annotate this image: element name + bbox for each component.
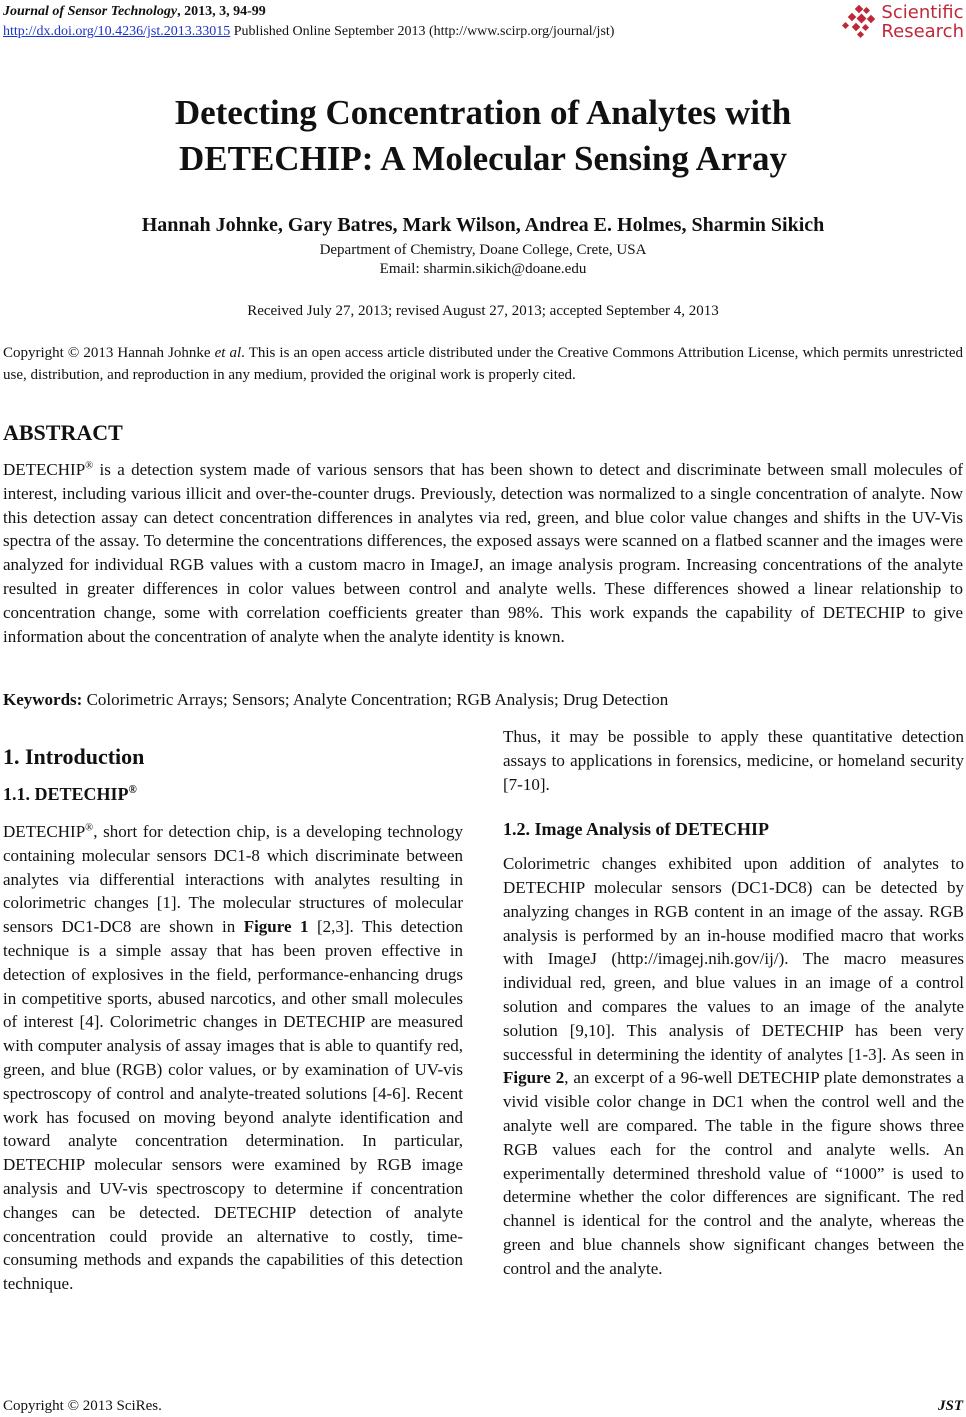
journal-name: Journal of Sensor Technology [3, 4, 178, 19]
subsection-heading-detechip [3, 784, 137, 805]
journal-header [3, 2, 614, 42]
para2-text-a: Colorimetric changes exhibited upon addition of analytes to DETECHIP molecular sensors (DC1-DC8) can be detected by analyzing changes in RGB content in an image of the assay. RGB analysis is performed by an in-house modified macro that works with ImageJ (http://imagej.nih.gov/ij/). The macro measures individual red, green, and blue values in an image of a control solution and compares the values to an image of the analyte solution [9,10]. This analysis of DETECHIP has been very successful in determining the identity of analytes [1-3]. As seen in [503, 854, 964, 1064]
para2-text-b: , an excerpt of a 96-well DETECHIP plate demonstrates a vivid visible color change in DC1 when the control well and the analyte well are compared. The table in the figure shows three RGB values each for the control and analyte wells. An experimentally determined threshold value of “1000” is used to determine whether the color differences are significant. The red channel is identical for the control and the analyte, whereas the green and blue channels show significant changes between the control and the analyte. [503, 1068, 964, 1278]
figure-2-ref: Figure 2 [503, 1068, 565, 1088]
registered-mark: ® [85, 460, 94, 472]
footer-copyright: Copyright © 2013 SciRes. [3, 1398, 162, 1414]
subsection-1-text: 1.1. DETECHIP [3, 784, 129, 804]
figure-1-ref: Figure 1 [243, 917, 309, 937]
para2 [503, 852, 964, 1280]
abstract-text: is a detection system made of various sensors that has been shown to detect and discriminate between small molecules of interest, including various illicit and over-the-counter drugs. Previously, detection was normalized to a single concentration of analyte. Now this detection assay can detect concentration differences in analytes via red, green, and blue color value changes and shifts in the UV-Vis spectra of the assay. To determine the concentrations differences, the exposed assays were scanned on a flatbed scanner and the images were analyzed for individual RGB values with a custom macro in ImageJ, an image analysis program. Increasing concentrations of the analyte resulted in greater differences in color values between control and analyte wells. These differences showed a linear relationship to concentration change, some with correlation coefficients greater than 98%. This work expands the capability of DETECHIP to give information about the concentration of analyte when the analyte identity is known. [3, 460, 963, 646]
footer-journal-abbrev: JST [937, 1398, 963, 1414]
column-right [503, 725, 964, 1281]
abstract-heading: ABSTRACT [3, 420, 123, 445]
para1-text-b: [2,3]. This detection technique is a simple assay that has been proven effective in detection of explosives in the field, performance-enhancing drugs in competitive sports, abused narcotics, and other small molecules of interest [4]. Colorimetric changes in DETECHIP are measured with computer analysis of assay images that is able to quantify red, green, and blue (RGB) color values, or by examination of UV-vis spectroscopy of control and analyte-treated solutions [4-6]. Recent work has focused on moving beyond analyte identification and toward analyte concentration determination. In particular, DETECHIP molecular sensors were examined by RGB image analysis and UV-vis spectroscopy to determine if concentration changes can be detected. DETECHIP detection of analyte concentration could provide an alternative to costly, time-consuming methods and expands the capabilities of this detection technique. [3, 917, 463, 1294]
section-heading-introduction: 1. Introduction [3, 744, 145, 769]
email: Email: sharmin.sikich@doane.edu [379, 261, 587, 277]
logo-diamonds-icon [842, 5, 878, 39]
doi-link[interactable]: http://dx.doi.org/10.4236/jst.2013.33015 [3, 24, 231, 39]
para-continued: Thus, it may be possible to apply these quantitative detection assays to applications in forensics, medicine, or homeland security [7-10]. [503, 727, 964, 794]
keywords-text: Colorimetric Arrays; Sensors; Analyte Concentration; RGB Analysis; Drug Detection [82, 690, 669, 709]
keywords-label: Keywords: [3, 690, 83, 709]
affiliation: Department of Chemistry, Doane College, Crete, USA [319, 242, 647, 258]
published-info: Published Online September 2013 (http://www.scirp.org/journal/jst) [230, 24, 615, 39]
copyright-post: . This is an open access article distributed under the Creative Commons Attribution License, which permits unrestricted use, distribution, and reproduction in any medium, provided the original work is properly cited. [3, 345, 963, 383]
scientific-research-logo [842, 3, 964, 41]
abstract-lead: DETECHIP [3, 460, 86, 479]
subsection-heading-image-analysis: 1.2. Image Analysis of DETECHIP [503, 819, 770, 840]
author-list: Hannah Johnke, Gary Batres, Mark Wilson, Andrea E. Holmes, Sharmin Sikich [141, 214, 825, 236]
column-left [3, 820, 463, 1296]
journal-volume: , 2013, 3, 94-99 [177, 4, 266, 19]
title-line2: DETECHIP: A Molecular Sensing Array [179, 139, 787, 178]
copyright-pre: Copyright © 2013 Hannah Johnke [3, 345, 215, 361]
title-line1: Detecting Concentration of Analytes with [174, 93, 792, 132]
registered-mark: ® [128, 784, 137, 796]
para1-text-a: , short for detection chip, is a developing technology containing molecular sensors DC1-8 which discriminate between analytes via differential interactions with analytes resulting in colorimetric changes [1]. The molecular structures of molecular sensors DC1-DC8 are shown in [3, 822, 463, 937]
para1-lead: DETECHIP [3, 822, 86, 841]
received-dates: Received July 27, 2013; revised August 27, 2013; accepted September 4, 2013 [247, 303, 719, 319]
paper-title [0, 90, 966, 182]
keywords [3, 690, 668, 710]
logo-line1: Scientific [881, 2, 964, 23]
copyright-notice [3, 342, 963, 386]
abstract-body [3, 458, 963, 648]
registered-mark: ® [85, 822, 94, 834]
logo-line2: Research [881, 21, 964, 42]
copyright-etal: et al [214, 345, 242, 361]
